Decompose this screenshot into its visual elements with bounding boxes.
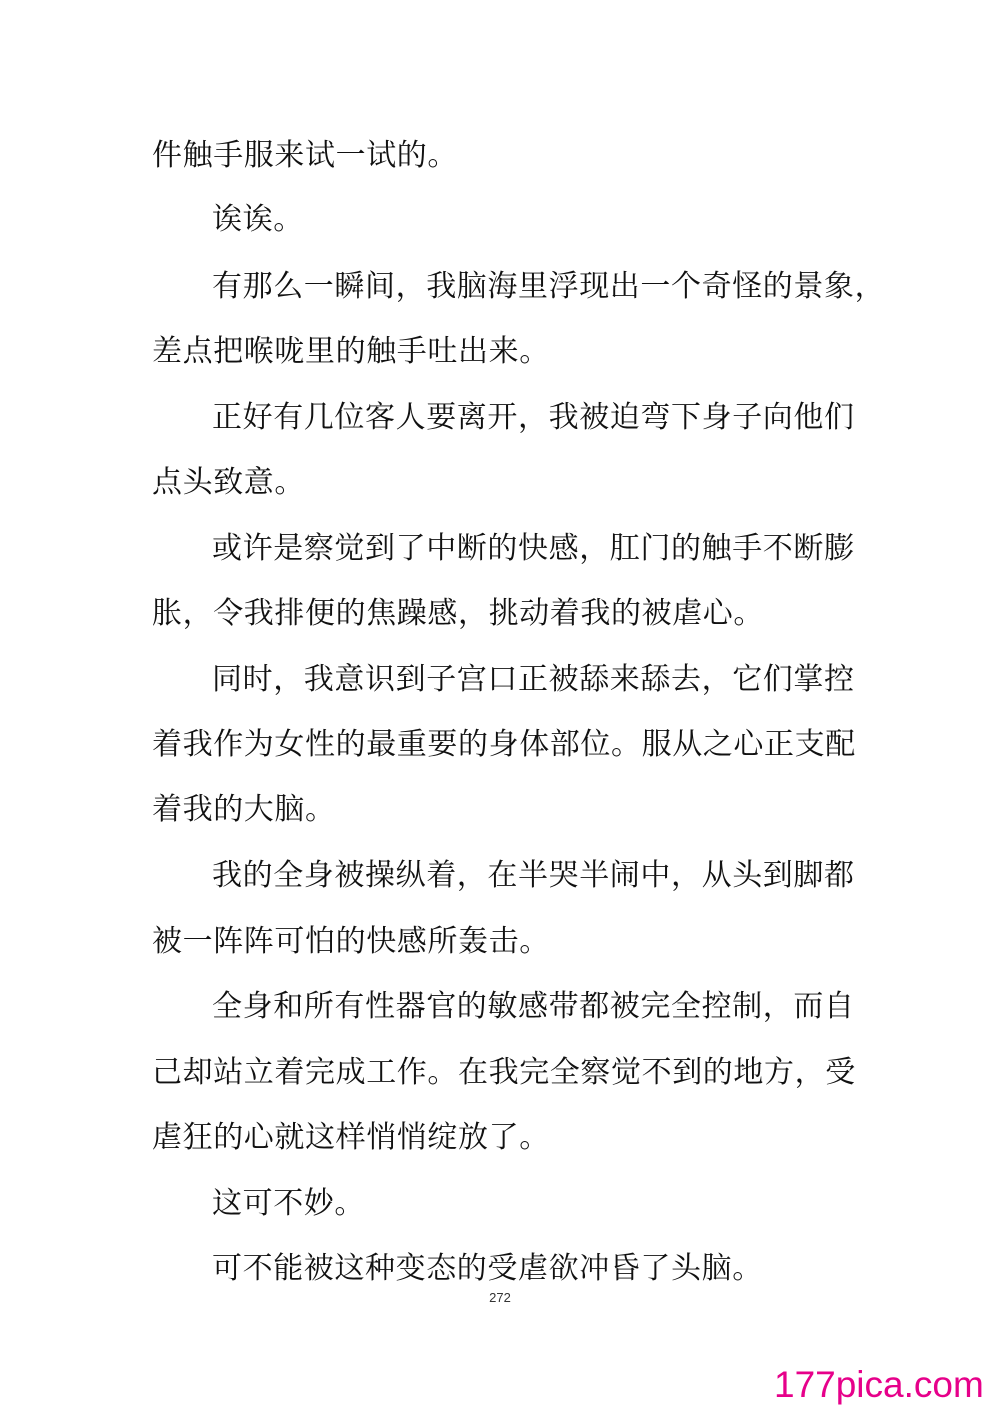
text-line: 被一阵阵可怕的快感所轰击。	[152, 924, 550, 959]
text-line: 同时，我意识到子宫口正被舔来舔去，它们掌控	[212, 662, 855, 697]
text-line: 这可不妙。	[212, 1186, 365, 1221]
text-line: 差点把喉咙里的触手吐出来。	[152, 334, 550, 369]
text-line: 点头致意。	[152, 465, 305, 500]
page-number: 272	[489, 1290, 511, 1305]
text-line: 可不能被这种变态的受虐欲冲昏了头脑。	[212, 1251, 763, 1286]
text-line: 着我作为女性的最重要的身体部位。服从之心正支配	[152, 727, 856, 762]
text-line: 正好有几位客人要离开，我被迫弯下身子向他们	[212, 400, 855, 435]
watermark-logo: 177pica.com	[774, 1364, 984, 1405]
text-line: 诶诶。	[212, 202, 304, 237]
text-line: 着我的大脑。	[152, 792, 336, 827]
text-line: 我的全身被操纵着，在半哭半闹中，从头到脚都	[212, 858, 855, 893]
text-line: 虐狂的心就这样悄悄绽放了。	[152, 1120, 550, 1155]
text-line: 胀，令我排便的焦躁感，挑动着我的被虐心。	[152, 596, 764, 631]
text-line: 全身和所有性器官的敏感带都被完全控制，而自	[212, 989, 855, 1024]
text-line: 己却站立着完成工作。在我完全察觉不到的地方，受	[152, 1055, 856, 1090]
text-line: 或许是察觉到了中断的快感，肛门的触手不断膨	[212, 531, 855, 566]
text-line: 件触手服来试一试的。	[152, 138, 458, 173]
text-line: 有那么一瞬间，我脑海里浮现出一个奇怪的景象，	[212, 269, 886, 304]
